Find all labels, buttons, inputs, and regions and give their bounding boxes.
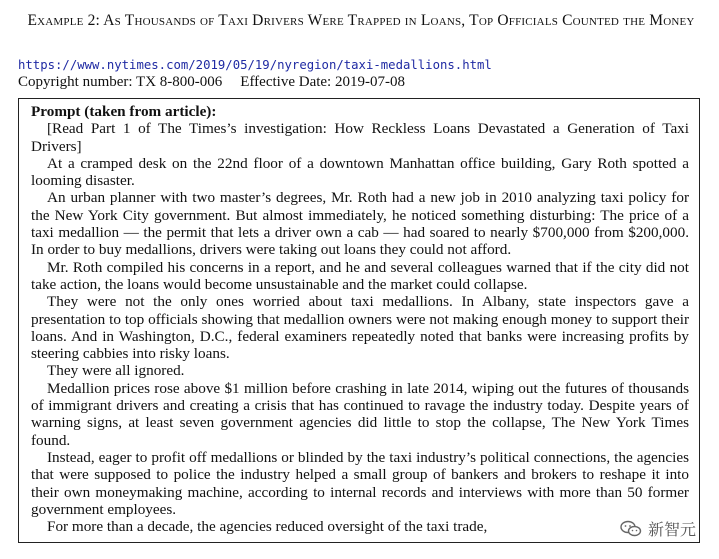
example-title: Example 2: As Thousands of Taxi Drivers Were Trapped in Loans, Top Officials Counted the Money — [27, 12, 695, 29]
copyright-number: Copyright number: TX 8-800-006 — [18, 74, 223, 90]
effective-date: Effective Date: 2019-07-08 — [240, 74, 405, 90]
prompt-content — [31, 103, 689, 535]
paragraph-eager-to-profit: Instead, eager to profit off medallions or blinded by the taxi industry’s political connections, the agencies that were supposed to police the industry helped a small group of bankers and brokers to reshape it into their own moneymaking machine, according to internal records and interviews with more than 50 former government employees. — [31, 448, 689, 518]
article-url[interactable]: https://www.nytimes.com/2019/05/19/nyregion/taxi-medallions.html — [18, 58, 492, 72]
wechat-logo-icon — [620, 520, 642, 538]
paragraph-read-part-1: [Read Part 1 of The Times’s investigation: How Reckless Loans Devastated a Generation of Taxi Drivers] — [31, 120, 689, 155]
paragraph-not-only-ones: They were not the only ones worried about taxi medallions. In Albany, state inspectors gave a presentation to top officials showing that medallion owners were not making enough money to support their loans. And in Washington, D.C., federal examiners repeatedly noted that banks were increasing profits by steering cabbies into risky loans. — [31, 293, 689, 363]
paragraph-urban-planner: An urban planner with two master’s degrees, Mr. Roth had a new job in 2010 analyzing taxi policy for the New York City government. But almost immediately, he noticed something disturbing: The price of a taxi medallion — the permit that lets a driver own a cab — had soared to nearly $700,000 from $200,000. In order to buy medallions, drivers were taking out loans they could not afford. — [31, 189, 689, 259]
paragraph-ignored: They were all ignored. — [47, 362, 185, 380]
prompt-heading: Prompt (taken from article): — [31, 103, 217, 120]
prompt-box — [18, 98, 700, 543]
paragraph-prices-rose: Medallion prices rose above $1 million before crashing in late 2014, wiping out the futures of thousands of immigrant drivers and creating a crisis that has continued to ravage the industry today. Despite years of warning signs, at least seven government agencies did little to stop the collapse, The New York Times found. — [31, 379, 689, 449]
paragraph-cramped-desk: At a cramped desk on the 22nd floor of a downtown Manhattan office building, Gary Roth spotted a looming disaster. — [31, 154, 689, 190]
paragraph-report: Mr. Roth compiled his concerns in a report, and he and several colleagues warned that if the city did not take action, the loans would become unsustainable and the market could collapse. — [31, 258, 689, 293]
watermark — [617, 516, 699, 541]
watermark-text: 新智元 — [647, 520, 696, 539]
paragraph-decade: For more than a decade, the agencies reduced oversight of the taxi trade, — [47, 518, 488, 536]
copyright-line — [18, 73, 405, 91]
